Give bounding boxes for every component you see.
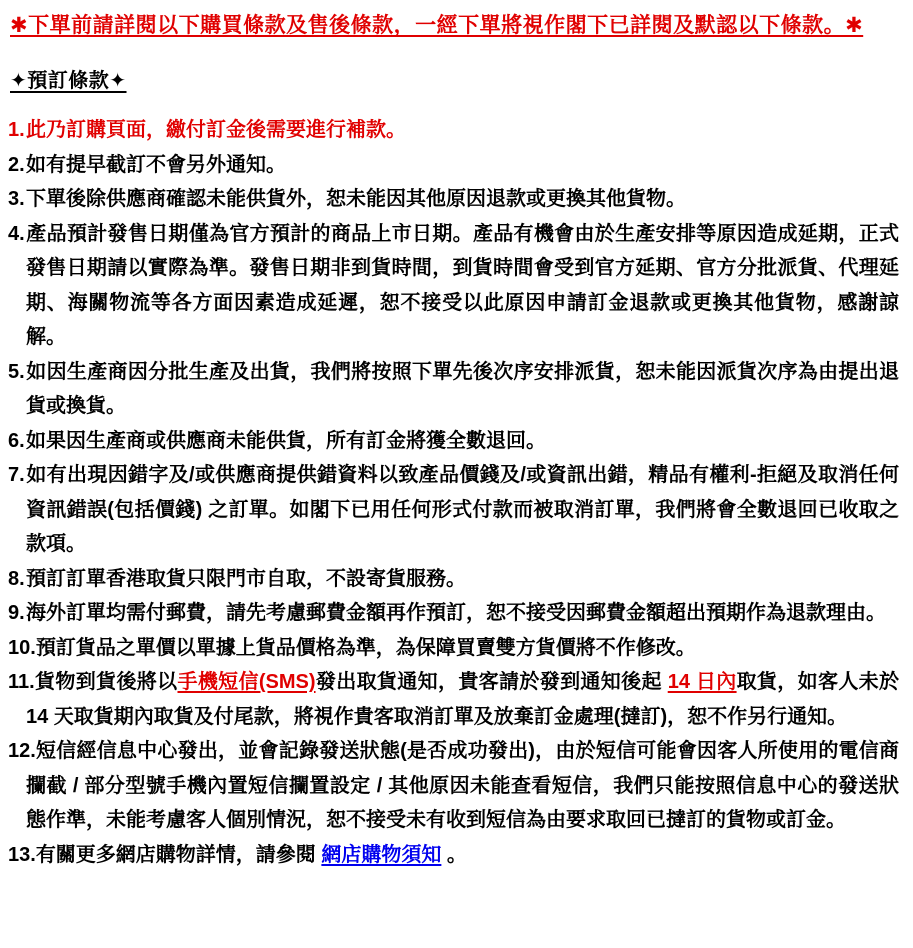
term-number: 1. xyxy=(8,119,25,142)
section-title-preorder-terms: ✦預訂條款✦ xyxy=(10,70,127,93)
term-text: 。 xyxy=(441,843,467,866)
term-text: 如因生產商因分批生產及出貨，我們將按照下單先後次序安排派貨，恕未能因派貨次序為由提出退貨或換貨。 xyxy=(26,360,899,418)
term-text: 海外訂單均需付郵費，請先考慮郵費金額再作預訂，恕不接受因郵費金額超出預期作為退款理由。 xyxy=(26,602,886,625)
term-number: 3. xyxy=(8,188,25,211)
store-shopping-notice-link[interactable]: 網店購物須知 xyxy=(321,843,442,866)
term-text: 下單後除供應商確認未能供貨外，恕未能因其他原因退款或更換其他貨物。 xyxy=(26,188,686,211)
term-number: 12. xyxy=(8,740,36,763)
term-text: 如果因生產商或供應商未能供貨，所有訂金將獲全數退回。 xyxy=(26,429,546,452)
terms-list xyxy=(8,113,899,872)
term-number: 9. xyxy=(8,602,25,625)
pickup-deadline-highlight: 14 日內 xyxy=(667,671,737,694)
term-text: 如有提早截訂不會另外通知。 xyxy=(26,153,286,176)
term-text: 取貨，如客人未於 14 天取貨期內取貨及付尾款，將視作貴客取消訂單及放棄訂金處理(撻訂)，恕不作另行通知。 xyxy=(26,671,900,728)
term-item-4 xyxy=(8,217,899,355)
term-item-6 xyxy=(8,424,899,459)
term-text: 此乃訂購頁面，繳付訂金後需要進行補款。 xyxy=(26,119,406,142)
term-text: 有關更多網店購物詳情，請參閱 xyxy=(35,843,322,866)
term-text: 預訂訂單香港取貨只限門市自取，不設寄貨服務。 xyxy=(26,567,466,590)
term-item-7 xyxy=(8,458,899,562)
term-text: 預訂貨品之單價以單據上貨品價格為準，為保障買賣雙方貨價將不作修改。 xyxy=(35,636,696,659)
term-number: 10. xyxy=(8,636,36,659)
term-item-3 xyxy=(8,182,899,217)
term-item-5 xyxy=(8,355,899,424)
term-number: 6. xyxy=(8,429,25,452)
term-text: 貨物到貨後將以 xyxy=(34,671,178,694)
term-item-12 xyxy=(8,734,899,838)
term-number: 13. xyxy=(8,843,36,866)
sms-notice-highlight: 手機短信(SMS) xyxy=(177,671,316,694)
term-number: 7. xyxy=(8,464,25,487)
term-item-8 xyxy=(8,562,899,597)
term-item-1 xyxy=(8,113,899,148)
term-number: 8. xyxy=(8,567,25,590)
term-item-10 xyxy=(8,631,899,666)
term-number: 4. xyxy=(8,222,25,245)
term-number: 2. xyxy=(8,153,25,176)
term-number: 11. xyxy=(8,671,35,694)
term-item-9 xyxy=(8,596,899,631)
term-text: 如有出現因錯字及/或供應商提供錯資料以致產品價錢及/或資訊出錯，精品有權利-拒絕及取消任何資訊錯誤(包括價錢) 之訂單。如閣下已用任何形式付款而被取消訂單，我們將會全數退回已收取之款項。 xyxy=(26,464,899,556)
term-item-11 xyxy=(8,665,899,734)
term-text: 產品預計發售日期僅為官方預計的商品上市日期。產品有機會由於生產安排等原因造成延期，正式發售日期請以實際為準。發售日期非到貨時間，到貨時間會受到官方延期、官方分批派貨、代理延期、海關物流等各方面因素造成延遲，恕不接受以此原因申請訂金退款或更換其他貨物，感謝諒解。 xyxy=(26,222,899,349)
term-item-13 xyxy=(8,838,899,873)
term-text: 短信經信息中心發出，並會記錄發送狀態(是否成功發出)，由於短信可能會因客人所使用的電信商攔截 / 部分型號手機內置短信攔置設定 / 其他原因未能查看短信，我們只能按照信息中心的發送狀態作準，未能考慮客人個別情況，恕不接受未有收到短信為由要求取回已撻訂的貨物或訂金。 xyxy=(26,740,899,832)
term-text: 發出取貨通知，貴客請於發到通知後起 xyxy=(315,671,668,694)
term-item-2 xyxy=(8,148,899,183)
purchase-notice-banner: ✱下單前請詳閱以下購買條款及售後條款，一經下單將視作閣下已詳閱及默認以下條款。✱ xyxy=(10,14,864,37)
term-number: 5. xyxy=(8,360,25,383)
